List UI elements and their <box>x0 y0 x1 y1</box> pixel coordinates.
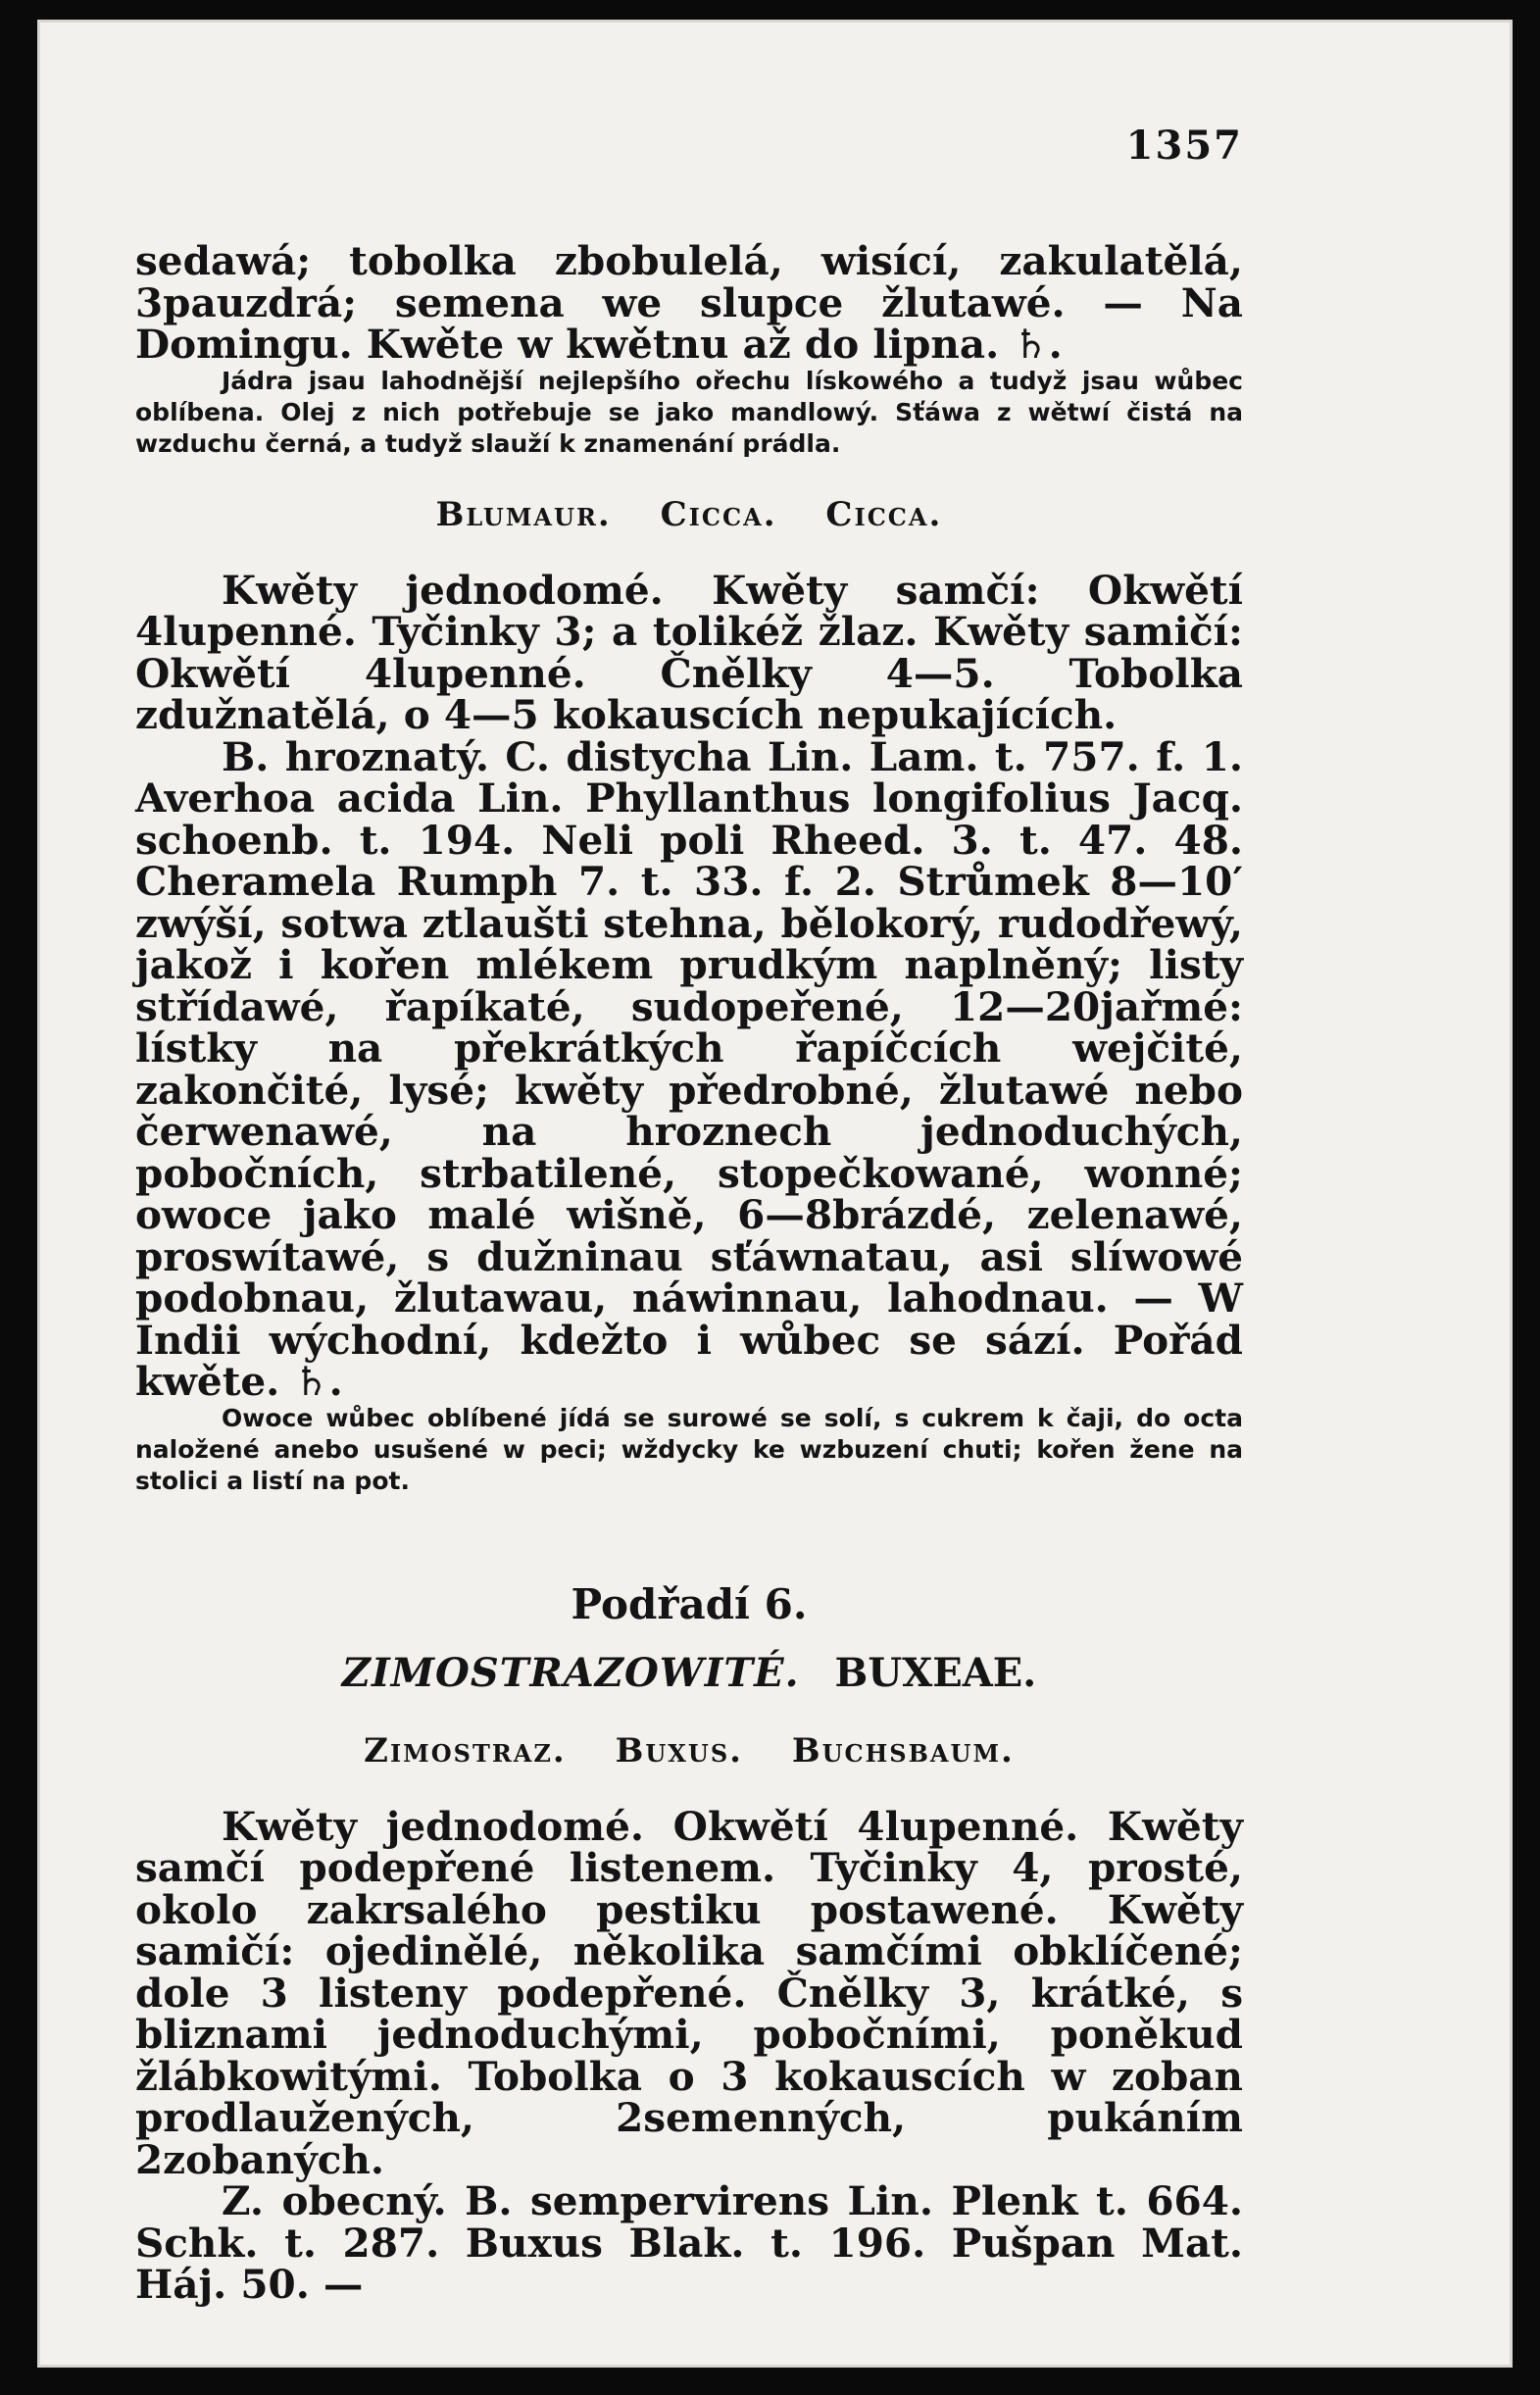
genus-german-name: Cicca. <box>825 494 943 534</box>
paragraph-cicca-description: Kwěty jednodomé. Kwěty samčí: Okwětí 4lupenné. Tyčinky 3; a tolikéž žlaz. Kwěty samičí: Okwětí 4lupenné. Čnělky 4—5. Tobolka zdužnatělá, o 4—5 kokauscích nepukajících. <box>135 566 1243 738</box>
paragraph-cicca-end: sedawá; tobolka zbobulelá, wisící, zakulatělá, 3pauzdrá; semena we slupce žlutawé. — Na Domingu. Kwěte w kwětnu až do lipna. ♄. <box>135 237 1243 368</box>
genus-heading-cicca <box>135 495 1243 534</box>
genus-german-name: Buchsbaum. <box>791 1730 1015 1771</box>
page-content <box>135 123 1243 2306</box>
genus-heading-buxus <box>135 1731 1243 1771</box>
genus-czech-name: Blumaur. <box>435 494 612 534</box>
family-latin-name: BUXEAE. <box>834 1649 1037 1696</box>
page-number: 1357 <box>1125 123 1243 169</box>
note-cicca-uses: Jádra jsau lahodnější nejlepšího ořechu lískowého a tudyž jsau wůbec oblíbena. Olej z nich potřebuje se jako mandlowý. Sťáwa z wětwí čistá na wzduchu černá, a tudyž slauží k znamenání prádla. <box>135 366 1243 458</box>
family-heading <box>135 1650 1243 1696</box>
family-czech-name: ZIMOSTRAZOWITÉ. <box>341 1649 800 1696</box>
paragraph-buxus-description: Kwěty jednodomé. Okwětí 4lupenné. Kwěty samčí podepřené listenem. Tyčinky 4, prosté, okolo zakrsalého pestiku postawené. Kwěty samičí: ojedinělé, několika samčími obklíčené; dole 3 listeny podepřené. Čnělky 3, krátké, s bliznami jednoduchými, pobočními, poněkud žlábkowitými. Tobolka o 3 kokauscích w zoban prodlaužených, 2semenných, pukáním 2zobaných. <box>135 1802 1243 2183</box>
paragraph-cicca-species: B. hroznatý. C. distycha Lin. Lam. t. 757. f. 1. Averhoa acida Lin. Phyllanthus longifolius Jacq. schoenb. t. 194. Neli poli Rheed. 3. t. 47. 48. Cheramela Rumph 7. t. 33. f. 2. Strůmek 8—10′ zwýší, sotwa ztlaušti stehna, bělokorý, rudodřewý, jakož i kořen mlékem prudkým naplněný; listy střídawé, řapíkaté, sudopeřené, 12—20jařmé: lístky na překrátkých řapíčcích wejčité, zakončité, lysé; kwěty předrobné, žlutawé nebo čerwenawé, na hroznech jednoduchých, pobočních, strbatilené, stopečkowané, wonné; owoce jako malé wišně, 6—8brázdé, zelenawé, proswítawé, s dužninau sťáwnatau, asi slíwowé podobnau, žlutawau, náwinnau, lahodnau. — W Indii wýchodní, kdežto i wůbec se sází. Pořád kwěte. ♄. <box>135 732 1243 1405</box>
book-page <box>37 20 1513 2368</box>
genus-latin-name: Cicca. <box>660 494 777 534</box>
subdivision-heading: Podřadí 6. <box>571 1579 808 1628</box>
genus-latin-name: Buxus. <box>615 1730 743 1771</box>
note-fruit-uses: Owoce wůbec oblíbené jídá se surowé se solí, s cukrem k čaji, do octa naložené anebo usušené w peci; wždycky ke wzbuzení chuti; kořen žene na stolici a listí na pot. <box>135 1403 1243 1495</box>
paragraph-buxus-species: Z. obecný. B. sempervirens Lin. Plenk t. 664. Schk. t. 287. Buxus Blak. t. 196. Pušpan Mat. Háj. 50. — <box>135 2177 1243 2308</box>
genus-czech-name: Zimostraz. <box>364 1730 567 1771</box>
